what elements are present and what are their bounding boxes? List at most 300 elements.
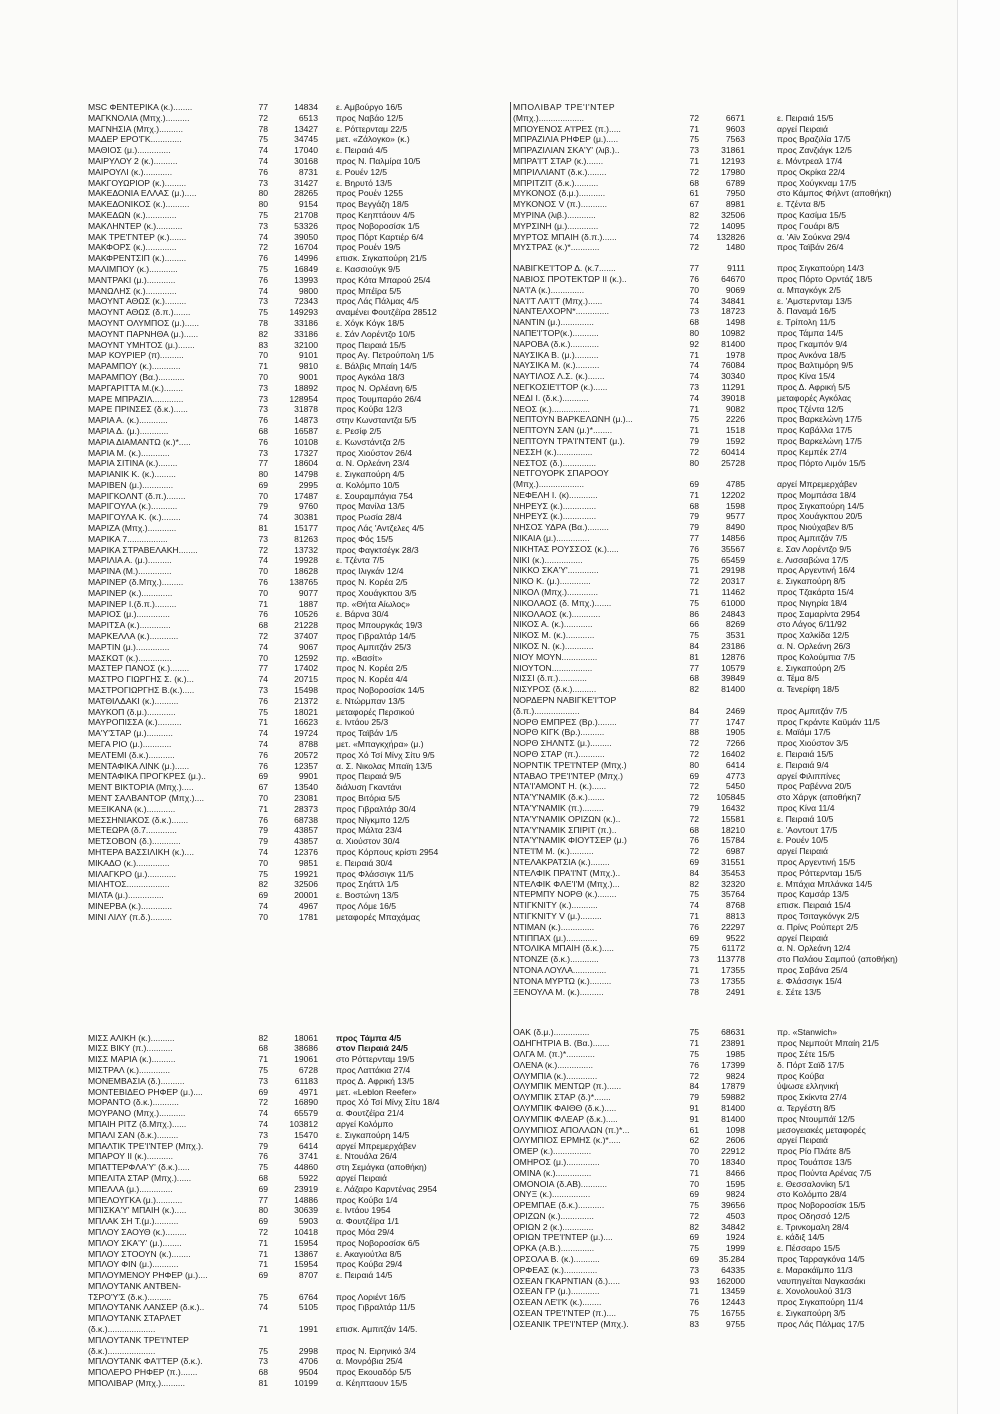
status: ναυπηγείται Ναγκασάκι <box>777 1275 866 1286</box>
ship-name: ΜΠΟΛΙΒΑΡ (Μπχ.).......... <box>88 1378 186 1389</box>
status: προς Βαρκελώνη 17/5 <box>777 414 862 425</box>
tonnage: 9001 <box>298 371 318 382</box>
status: ε. Αμβούργο 16/5 <box>336 102 403 112</box>
status: προς Αμπιτζάν 25/3 <box>336 641 412 652</box>
tonnage: 81400 <box>721 684 745 695</box>
status: προς Σιγκαπούρη 14/5 <box>777 500 864 511</box>
tonnage: 16890 <box>294 1097 318 1108</box>
ship-row <box>88 761 493 772</box>
build-year: 71 <box>258 361 268 372</box>
build-year: 72 <box>689 112 699 123</box>
tonnage: 32320 <box>721 878 745 889</box>
ship-name: ΜΙΣΣ ΑΛΙΚΗ (κ.).......... <box>88 1032 175 1043</box>
ship-row <box>513 598 925 609</box>
status: προς Κούβα <box>777 1070 825 1081</box>
tonnage: 3531 <box>725 630 745 641</box>
tonnage: 72343 <box>294 296 318 307</box>
tonnage: 9810 <box>298 361 318 372</box>
ship-list-block <box>513 102 925 253</box>
status: προς Ρόττερνταμ 15/5 <box>777 867 862 878</box>
build-year: 74 <box>258 1118 268 1129</box>
build-year: 77 <box>689 662 699 673</box>
ship-row <box>88 1119 493 1130</box>
ship-name: ΜΙΛΑΓΚΡΟ (μ.)............ <box>88 868 177 879</box>
tonnage: 20317 <box>721 576 745 587</box>
status: ε. Τζέντα 7/5 <box>336 555 385 566</box>
build-year: 72 <box>258 631 268 642</box>
build-year: 69 <box>258 1183 268 1194</box>
status: αργεί Πειραιά <box>777 846 828 857</box>
ship-row <box>513 1211 925 1222</box>
status: αργεί Μπρεμερχάβεν <box>777 479 858 490</box>
build-year: 71 <box>689 155 699 166</box>
status: αργεί Πειραιά <box>336 1172 387 1183</box>
status: στο Χάργκ (αποθήκη7 <box>777 792 862 803</box>
ship-row <box>513 285 925 296</box>
status: α. Τενερίφη 18/5 <box>777 684 840 695</box>
status: προς Ταϊβάν 26/4 <box>777 242 844 253</box>
ship-row <box>513 1125 925 1136</box>
ship-name: ΝΕΟΣ (κ.)................ <box>513 403 590 414</box>
build-year: 73 <box>258 685 268 696</box>
status: ε. Σιγκαπούρη 2/5 <box>777 662 846 673</box>
build-year: 74 <box>258 285 268 296</box>
tonnage: 11291 <box>721 381 745 392</box>
ship-name: ΜΑΣΤΡΟ ΓΙΩΡΓΗΣ Σ. (κ.)... <box>88 674 194 685</box>
tonnage: 65459 <box>721 554 745 565</box>
tonnage: 7266 <box>725 738 745 749</box>
ship-name: ΝΕΣΣΗ (κ.)............... <box>513 446 593 457</box>
tonnage: 14095 <box>721 220 745 231</box>
ship-name: ΝΕΔΙ Ι. (δ.κ.)........... <box>513 392 589 403</box>
status: πρ. «Βασίτ» <box>336 652 383 663</box>
ship-row <box>513 382 925 393</box>
ship-row <box>88 771 493 782</box>
ship-name: ΜΑΛΙΜΠΟΥ (κ.)............ <box>88 263 178 274</box>
ship-row <box>88 1162 493 1173</box>
tonnage: 31878 <box>294 404 318 415</box>
ship-name: ΝΙΚΟΣ Μ. (κ.)............ <box>513 630 595 641</box>
ship-row <box>88 1108 493 1119</box>
tonnage: 9067 <box>298 641 318 652</box>
build-year: 77 <box>689 716 699 727</box>
status: ε. Σιγκαπούρη 3/5 <box>777 1308 846 1319</box>
ship-row <box>88 188 493 199</box>
ship-name: ΜΑΣΚΩΤ (κ.).............. <box>88 652 172 663</box>
status: προς Χιούστον 26/4 <box>336 447 413 458</box>
ship-row <box>513 522 925 533</box>
ship-name: ΝΤΕΛΑΚΡΑΤΣΙΑ (κ.)........ <box>513 856 610 867</box>
tonnage: 2998 <box>298 1345 318 1356</box>
tonnage: 1518 <box>725 425 745 436</box>
status: επισκ. Πειραιά 15/4 <box>777 900 851 911</box>
ship-name: ΝΙΚΟΛ (Μπχ.)............. <box>513 587 598 598</box>
build-year: 82 <box>689 209 699 220</box>
status: ε. Βάλβις Μπαίη 14/5 <box>336 361 417 372</box>
ship-name: ΝΙΚΟΛΑΟΣ (δ. Μπχ.)....... <box>513 597 612 608</box>
status: προς Πόρτο Ορντάζ 18/5 <box>777 273 873 284</box>
ship-row <box>513 738 925 749</box>
tonnage: 16432 <box>721 803 745 813</box>
tonnage: 2995 <box>298 479 318 490</box>
ship-row <box>88 1043 493 1054</box>
ship-name: ΝΙΚΑΙΑ (μ.).............. <box>513 533 590 544</box>
block-spacer <box>88 923 493 1033</box>
tonnage: 8707 <box>298 1270 318 1281</box>
ship-row <box>513 965 925 976</box>
status: προς Κότα Μπαρού 25/4 <box>336 274 431 285</box>
build-year: 80 <box>689 327 699 338</box>
tonnage: 9101 <box>298 350 318 361</box>
status: ε. Πειραιά 10/5 <box>777 813 834 824</box>
tonnage: 9077 <box>298 587 318 598</box>
ship-name: ΝΤΕΡΜΠΥ ΝΟΡΘ (κ.)........ <box>513 889 617 900</box>
ship-row <box>513 221 925 232</box>
status: αργεί Πειραιά <box>777 1135 828 1146</box>
build-year: 68 <box>258 1043 268 1054</box>
build-year: 71 <box>689 1286 699 1297</box>
build-year: 82 <box>258 879 268 890</box>
tonnage: 16755 <box>721 1308 745 1319</box>
status: προς Ταρραγκόνα 14/5 <box>777 1254 865 1265</box>
tonnage: 17879 <box>721 1081 745 1092</box>
build-year: 69 <box>258 771 268 782</box>
build-year: 72 <box>689 166 699 177</box>
ship-row <box>513 652 925 663</box>
build-year: 76 <box>689 921 699 932</box>
tonnage: 19061 <box>294 1054 318 1065</box>
status: προς Ν. Παλμίρα 10/5 <box>336 155 421 166</box>
build-year: 68 <box>689 177 699 188</box>
ship-name: ΜΑΡΙΑ Δ. (μ.)............ <box>88 425 169 436</box>
tonnage: 5922 <box>298 1172 318 1183</box>
ship-name: ΝΑΡΟΒΑ (δ.κ.)............ <box>513 338 599 349</box>
build-year: 74 <box>258 900 268 911</box>
tonnage: 2606 <box>725 1135 745 1146</box>
ship-row <box>88 264 493 275</box>
ship-row <box>513 868 925 879</box>
ship-row <box>88 566 493 577</box>
ship-name: ΟΡΙΩΝ 2 (κ.)............. <box>513 1221 594 1232</box>
ship-row <box>513 576 925 587</box>
build-year: 70 <box>258 350 268 361</box>
ship-name: ΜΑΡΙΑΝΙΚ Κ. (κ.)......... <box>88 469 176 480</box>
status: ε. Μπάχια Μπλάνκα 14/5 <box>777 878 873 889</box>
ship-name: ΝΟΡΘ ΕΜΠΡΕΣ (Βρ.)........ <box>513 716 617 727</box>
status: προς Γουάρι 8/5 <box>777 220 840 231</box>
status: προς Ρίο Πλάτε 8/5 <box>777 1146 851 1157</box>
ship-row <box>513 1168 925 1179</box>
status: προς Τουάπσε 13/5 <box>777 1156 852 1167</box>
ship-name: ΝΕΠΤΟΥΝ ΤΡΑ'Ι'ΝΤΕΝΤ (μ.). <box>513 435 625 446</box>
ship-row <box>513 274 925 285</box>
status: προς Γιβραλτάρ 11/5 <box>336 1302 416 1313</box>
ship-row <box>88 836 493 847</box>
ship-row <box>513 447 925 458</box>
ship-name: ΟΡΙΖΩΝ (κ.).............. <box>513 1210 594 1221</box>
ship-name: ΟΜΗΡΟΣ (μ.).............. <box>513 1156 600 1167</box>
build-year: 75 <box>689 597 699 608</box>
tonnage: 9603 <box>725 123 745 134</box>
build-year: 78 <box>689 986 699 997</box>
status: προς Ανκόνα 18/5 <box>777 349 846 360</box>
tonnage: 39018 <box>721 392 745 403</box>
tonnage: 28265 <box>294 188 318 199</box>
tonnage: 1498 <box>725 317 745 328</box>
build-year: 72 <box>258 1226 268 1237</box>
tonnage: 9755 <box>725 1318 745 1329</box>
build-year: 74 <box>689 295 699 306</box>
tonnage: 65579 <box>294 1108 318 1119</box>
build-year: 71 <box>689 123 699 134</box>
tonnage: 9504 <box>298 1367 318 1378</box>
tonnage: 30381 <box>294 512 318 523</box>
ship-row <box>88 717 493 728</box>
ship-name: ΜΑΙΡΥΛΟΥ 2 (κ.).......... <box>88 155 178 166</box>
ship-row <box>88 901 493 912</box>
build-year: 71 <box>258 803 268 814</box>
build-year: 71 <box>258 717 268 728</box>
status: ε. Μαρακάϊμπο 11/3 <box>777 1264 853 1275</box>
build-year: 77 <box>689 533 699 544</box>
ship-row <box>88 642 493 653</box>
ship-name: ΜΑΡΙΚΑ ΣΤΡΑΒΕΛΑΚΗ........ <box>88 544 198 555</box>
tonnage: 4967 <box>298 900 318 911</box>
build-year: 76 <box>258 609 268 620</box>
status: προς Καμσάρ 13/5 <box>777 889 849 900</box>
ship-row <box>88 145 493 156</box>
status: προς Ν. Κορέα 4/4 <box>336 674 408 685</box>
status: ε. Ιντάου 25/3 <box>336 717 389 728</box>
ship-name: ΝΙΟΥ ΜΟΥΝ............... <box>513 651 598 662</box>
ship-name: ΜΙΝΕΡΒΑ (κ.)............. <box>88 900 173 911</box>
build-year: 68 <box>258 1367 268 1378</box>
ship-row <box>513 1135 925 1146</box>
tonnage: 9800 <box>298 285 318 296</box>
ship-name: ΜΠΛΟΥ ΣΤΟΟΥΝ (κ.)........ <box>88 1248 191 1259</box>
tonnage: 15581 <box>721 813 745 824</box>
ship-name: ΜΑΟΥΝΤ ΥΜΗΤΟΣ (μ.)....... <box>88 339 195 350</box>
status: μεσογειακές μεταφορές <box>777 1124 866 1135</box>
ship-row <box>513 436 925 447</box>
ship-name: ΝΗΡΕΥΣ (κ.).............. <box>513 500 597 511</box>
build-year: 75 <box>258 1162 268 1173</box>
ship-name: ΜΑΚΦΟΡΣ (κ.)............. <box>88 242 177 253</box>
build-year: 71 <box>689 403 699 414</box>
build-year: 70 <box>258 371 268 382</box>
status: προς Νοβοροσίσκ 6/5 <box>336 1237 420 1248</box>
status: προς Μανίλα 13/5 <box>336 501 405 512</box>
status: προς Αμπιτζάν 7/5 <box>777 533 848 544</box>
ship-name: ΝΙΚΙ (κ.)................ <box>513 554 583 565</box>
build-year: 72 <box>689 781 699 792</box>
ship-row <box>513 102 925 113</box>
ship-name: ΝΤΟΝΖΕ (δ.κ.)............ <box>513 954 599 965</box>
build-year: 75 <box>689 1200 699 1211</box>
build-year: 70 <box>258 490 268 501</box>
status: προς Φλάσσιγκ 11/5 <box>336 868 414 879</box>
tonnage: 9069 <box>725 284 745 295</box>
ship-row <box>513 619 925 630</box>
build-year: 75 <box>258 1345 268 1356</box>
ship-name: ΝΙΚΟΣ Ν. (κ.)............ <box>513 641 594 652</box>
build-year: 73 <box>258 404 268 415</box>
tonnage: 19724 <box>294 728 318 739</box>
ship-name: ΝΟΡΝΤΙΚ ΤΡΕ'Ι'ΝΤΕΡ (Μπχ.) <box>513 759 627 770</box>
status: προς Νιγηρία 18/4 <box>777 597 848 608</box>
ship-row <box>513 371 925 382</box>
ship-row <box>88 329 493 340</box>
build-year: 61 <box>689 188 699 199</box>
build-year: 73 <box>689 954 699 965</box>
build-year: 72 <box>258 1097 268 1108</box>
status: προς Μπέϊρα 5/5 <box>336 285 402 296</box>
build-year: 75 <box>258 1064 268 1075</box>
status: προς Γιβραλτάρ 14/5 <box>336 631 416 642</box>
status: προς Ρουέν 1255 <box>336 188 403 199</box>
ship-name: ΟΜΕΡ (κ.)................ <box>513 1146 592 1157</box>
status: προς Νοβοροσίσκ 1/5 <box>336 220 420 231</box>
ship-row <box>513 900 925 911</box>
build-year: 75 <box>689 889 699 900</box>
status: α. Τέμα 8/5 <box>777 673 819 684</box>
ship-name: ΝΙΚΗΤΑΣ ΡΟΥΣΣΟΣ (κ.)..... <box>513 543 619 554</box>
status: στη Σεμάγκα (αποθήκη) <box>336 1162 427 1173</box>
ship-row <box>88 653 493 664</box>
build-year: 75 <box>689 1308 699 1319</box>
ship-row <box>88 167 493 178</box>
tonnage: 15498 <box>294 685 318 696</box>
build-year: 71 <box>258 1324 268 1335</box>
ship-row <box>513 1276 925 1287</box>
ship-name: ΜΑΡΙΝΕΡ (δ.Μπχ.)......... <box>88 577 184 588</box>
status: προς Αργεντινή 16/4 <box>777 565 856 576</box>
ship-name: ΝΑΥΣΙΚΑ Β. (μ.).......... <box>513 349 599 360</box>
ship-row <box>513 771 925 782</box>
ship-name: ΝΤΑΒΑΟ ΤΡΕ'Ι'ΝΤΕΡ (Μπχ.) <box>513 770 623 781</box>
status: ε. Πειραιά 15/5 <box>777 112 834 123</box>
status: προς Ντουμπάϊ 12/5 <box>777 1113 855 1124</box>
ship-row <box>513 544 925 555</box>
status: προς Ν. Κορέα 2/5 <box>336 577 408 588</box>
ship-row <box>88 1173 493 1184</box>
tonnage: 30168 <box>294 155 318 166</box>
build-year: 76 <box>689 1059 699 1070</box>
status: προς Ζανζιάγκ 12/5 <box>777 145 852 156</box>
status: ε. Μόντρεαλ 17/4 <box>777 155 843 166</box>
status: α. 'Αϊν Σούκνα 29/4 <box>777 231 851 242</box>
ship-name: ΝΕΤΓΟΥΟΡΚ ΣΠΑΡΟΟΥ <box>513 468 609 479</box>
tonnage: 13867 <box>294 1248 318 1259</box>
ship-name: ΜΠΑΙΗ ΡΙΤΖ (δ.Μπχ.)...... <box>88 1118 187 1129</box>
build-year: 76 <box>258 695 268 706</box>
tonnage: 105845 <box>716 792 745 803</box>
status: α. Κολόμπο 10/5 <box>336 479 400 490</box>
ship-list-block <box>88 102 493 923</box>
ship-name: ΜΥΚΟΝΟΣ V (π.)........... <box>513 199 608 210</box>
tonnage: 19921 <box>294 868 318 879</box>
status: προς Κούβα 12/3 <box>336 404 403 415</box>
status: προς Σαβάνα 25/4 <box>777 964 848 975</box>
ship-name: ΜΟΝΕΜΒΑΣΙΑ (δ.).......... <box>88 1075 185 1086</box>
block-spacer <box>513 253 925 263</box>
status: προς Ρουέν 19/5 <box>336 242 401 253</box>
ship-name: (δ.π.)................... <box>513 705 580 716</box>
status: προς Βιτόρια 5/5 <box>336 793 401 803</box>
status: προς Χουάγκπου 3/5 <box>336 587 417 598</box>
ship-name: ΜΠΡΙΛΛΙΑΝΤ (δ.κ.)........ <box>513 166 607 177</box>
status: προς Χό Τσί Μίνχ Σίτυ 9/5 <box>336 749 435 760</box>
tonnage: 53326 <box>294 220 318 231</box>
ship-name: ΟΜΟΝΟΙΑ (δ.ΑΒ)........... <box>513 1178 608 1189</box>
ship-row <box>513 1319 925 1330</box>
ship-row <box>513 1200 925 1211</box>
ship-row <box>88 728 493 739</box>
tonnage: 22912 <box>721 1146 745 1157</box>
build-year: 73 <box>689 1264 699 1275</box>
ship-name: ΜΠΙΣΚΑ'Υ' ΜΠΑΙΗ (κ.)..... <box>88 1205 187 1216</box>
status: προς Χαλκίδα 12/5 <box>777 630 850 641</box>
tonnage: 12443 <box>721 1297 745 1308</box>
build-year: 72 <box>689 1210 699 1221</box>
tonnage: 18892 <box>294 382 318 393</box>
ship-name: ΝΕΠΤΟΥΝ ΣΑΝ (μ.)*........ <box>513 425 613 436</box>
ship-name: ΝΕΠΤΟΥΝ ΒΑΡΚΕΛΩΝΗ (μ.)... <box>513 414 633 425</box>
tonnage: 12376 <box>294 846 318 857</box>
ship-row <box>88 361 493 372</box>
ship-name: ΝΑΝΤΙΝ (μ.).............. <box>513 317 594 328</box>
ship-name: ΜΑΡΙΓΚΟΛΝΤ (δ.π.)........ <box>88 490 186 501</box>
status: προς Κούβα 1/4 <box>336 1194 398 1205</box>
ship-row <box>88 1346 493 1357</box>
status: προς Ν. Ειρηνικό 3/4 <box>336 1345 416 1356</box>
ship-name: ΜΥΡΤΟΣ ΜΠΑΙΗ (δ.π.)...... <box>513 231 617 242</box>
status: ε. Σέτε 13/5 <box>777 986 822 997</box>
ship-name: ΜΑΡΙΚΑ 7................. <box>88 533 168 544</box>
build-year: 76 <box>258 415 268 426</box>
tonnage: 128954 <box>289 393 318 404</box>
tonnage: 113778 <box>716 954 745 965</box>
status: προς Βεγγάζη 18/5 <box>336 199 409 210</box>
tonnage: 1098 <box>725 1124 745 1135</box>
ship-name: ΜΑΡΑΜΠΟΥ (κ.)............ <box>88 361 181 372</box>
ship-name: ΝΙΚΟ Κ. (μ.)............. <box>513 576 591 587</box>
ship-name: ΜΑΡΙΓΟΥΛΑ Κ. (κ.)........ <box>88 512 181 523</box>
status: προς Σκίκντα 27/4 <box>777 1092 847 1103</box>
build-year: 68 <box>258 1172 268 1183</box>
build-year: 78 <box>258 317 268 328</box>
ship-name: ΝΟΡΘ ΣΤΑΡ (π.)........... <box>513 749 605 760</box>
build-year: 74 <box>258 1108 268 1119</box>
ship-row <box>513 889 925 900</box>
ship-row <box>88 631 493 642</box>
build-year: 71 <box>258 1054 268 1065</box>
ship-row <box>88 782 493 793</box>
ship-name: ΝΙΚΟΣ Α. (κ.)............ <box>513 619 593 630</box>
ship-name: ΜΑΝΤΡΑΚΙ (μ.)............ <box>88 274 176 285</box>
build-year: 84 <box>689 867 699 878</box>
ship-row <box>88 577 493 588</box>
status: προς Κολούμπια 7/5 <box>777 651 856 662</box>
tonnage: 35764 <box>721 889 745 900</box>
ship-row <box>513 479 925 490</box>
status: προς Μόα 29/4 <box>336 1226 395 1237</box>
tonnage: 81400 <box>721 338 745 349</box>
ship-row <box>513 339 925 350</box>
tonnage: 1924 <box>725 1232 745 1243</box>
build-year: 74 <box>258 846 268 857</box>
build-year: 73 <box>258 1129 268 1140</box>
